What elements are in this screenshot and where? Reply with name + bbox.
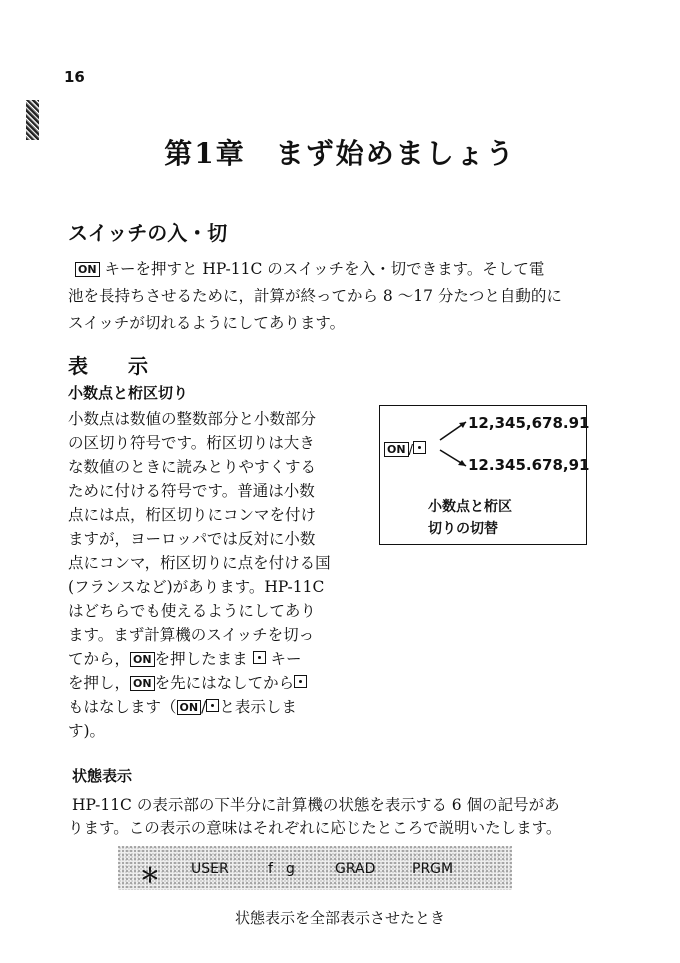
- user-annunciator: USER: [191, 861, 229, 877]
- display-line-4: ために付ける符号です。普通は小数: [68, 482, 315, 500]
- star-annunciator: ＊: [140, 863, 160, 887]
- on-key: ON: [130, 676, 155, 691]
- display-line-11: [68, 646, 301, 673]
- on-key: ON: [75, 262, 100, 277]
- display-line-10: ます。まず計算機のスイッチを切っ: [68, 626, 315, 644]
- switch-heading: スイッチの入・切: [68, 221, 228, 245]
- status-caption: 状態表示を全部表示させたとき: [234, 909, 445, 927]
- display-line-12: [68, 670, 307, 697]
- g-annunciator: g: [286, 861, 295, 877]
- display-line-11-a: てから，: [68, 650, 131, 668]
- on-key: ON: [384, 442, 409, 457]
- figure-caption-1: 小数点と桁区: [428, 499, 512, 515]
- page-number: 16: [64, 68, 85, 86]
- display-line-3: な数値のときに読みとりやすくする: [68, 458, 317, 476]
- figure-caption-2: 切りの切替: [428, 521, 498, 537]
- decimal-point-key-icon: [206, 699, 219, 712]
- decimal-subheading: 小数点と桁区切り: [68, 384, 189, 402]
- display-heading: 表 示: [68, 354, 148, 378]
- display-line-11-b: を押したまま: [154, 650, 248, 668]
- prgm-annunciator: PRGM: [412, 861, 454, 877]
- decimal-point-key-icon: [294, 675, 307, 688]
- display-line-11-c: キー: [265, 650, 302, 668]
- f-annunciator: f: [268, 861, 273, 877]
- switch-para-line-3: スイッチが切れるようにしてあります。: [68, 314, 346, 332]
- display-line-12-a: を押し，: [68, 674, 131, 692]
- switch-para-line-1: [75, 256, 544, 283]
- status-display-panel: [118, 846, 512, 890]
- display-line-1: 小数点は数値の整数部分と小数部分: [68, 410, 317, 428]
- display-line-9: はどちらでも使えるようにしてあり: [68, 602, 316, 620]
- display-line-2: の区切り符号です。桁区切りは大き: [68, 434, 315, 452]
- display-line-13-c: と表示しま: [219, 698, 297, 716]
- status-para-line-1: HP-11C の表示部の下半分に計算機の状態を表示する 6 個の記号があ: [72, 796, 560, 814]
- value-comma-separator: 12,345,678.91: [468, 414, 590, 432]
- display-line-7: 点にコンマ，桁区切りに点を付ける国: [68, 554, 331, 572]
- status-para-line-2: ります。この表示の意味はそれぞれに応じたところで説明いたします。: [68, 819, 562, 837]
- display-line-12-b: を先にはなしてから: [154, 674, 295, 692]
- separator-figure-box: [379, 405, 590, 545]
- display-line-13-a: もはなします（: [68, 698, 177, 716]
- grad-annunciator: GRAD: [335, 861, 376, 877]
- status-subheading: 状態表示: [72, 767, 133, 785]
- value-point-separator: 12.345.678,91: [468, 456, 590, 474]
- on-key: ON: [130, 652, 155, 667]
- chapter-title: 第1章 まず始めましょう: [164, 137, 516, 170]
- on-key: ON: [177, 700, 202, 715]
- display-line-13: [68, 694, 297, 721]
- decimal-point-key-icon: [253, 651, 266, 664]
- display-line-8: (フランスなど)があります。HP-11C: [68, 578, 325, 596]
- arrow-up-head: [459, 422, 466, 428]
- figure-slash: /: [408, 443, 413, 458]
- display-line-6: ますが，ヨーロッパでは反対に小数: [68, 530, 316, 548]
- display-line-5: 点には点，桁区切りにコンマを付け: [68, 506, 317, 524]
- switch-para-line-2: 池を長持ちさせるために，計算が終ってから 8 ～17 分たつと自動的に: [68, 287, 562, 305]
- display-line-14: す)。: [68, 722, 106, 740]
- display-line-13-slash: /: [201, 698, 207, 716]
- switch-text-1: キーを押すと HP-11C のスイッチを入・切できます。そして電: [99, 260, 545, 278]
